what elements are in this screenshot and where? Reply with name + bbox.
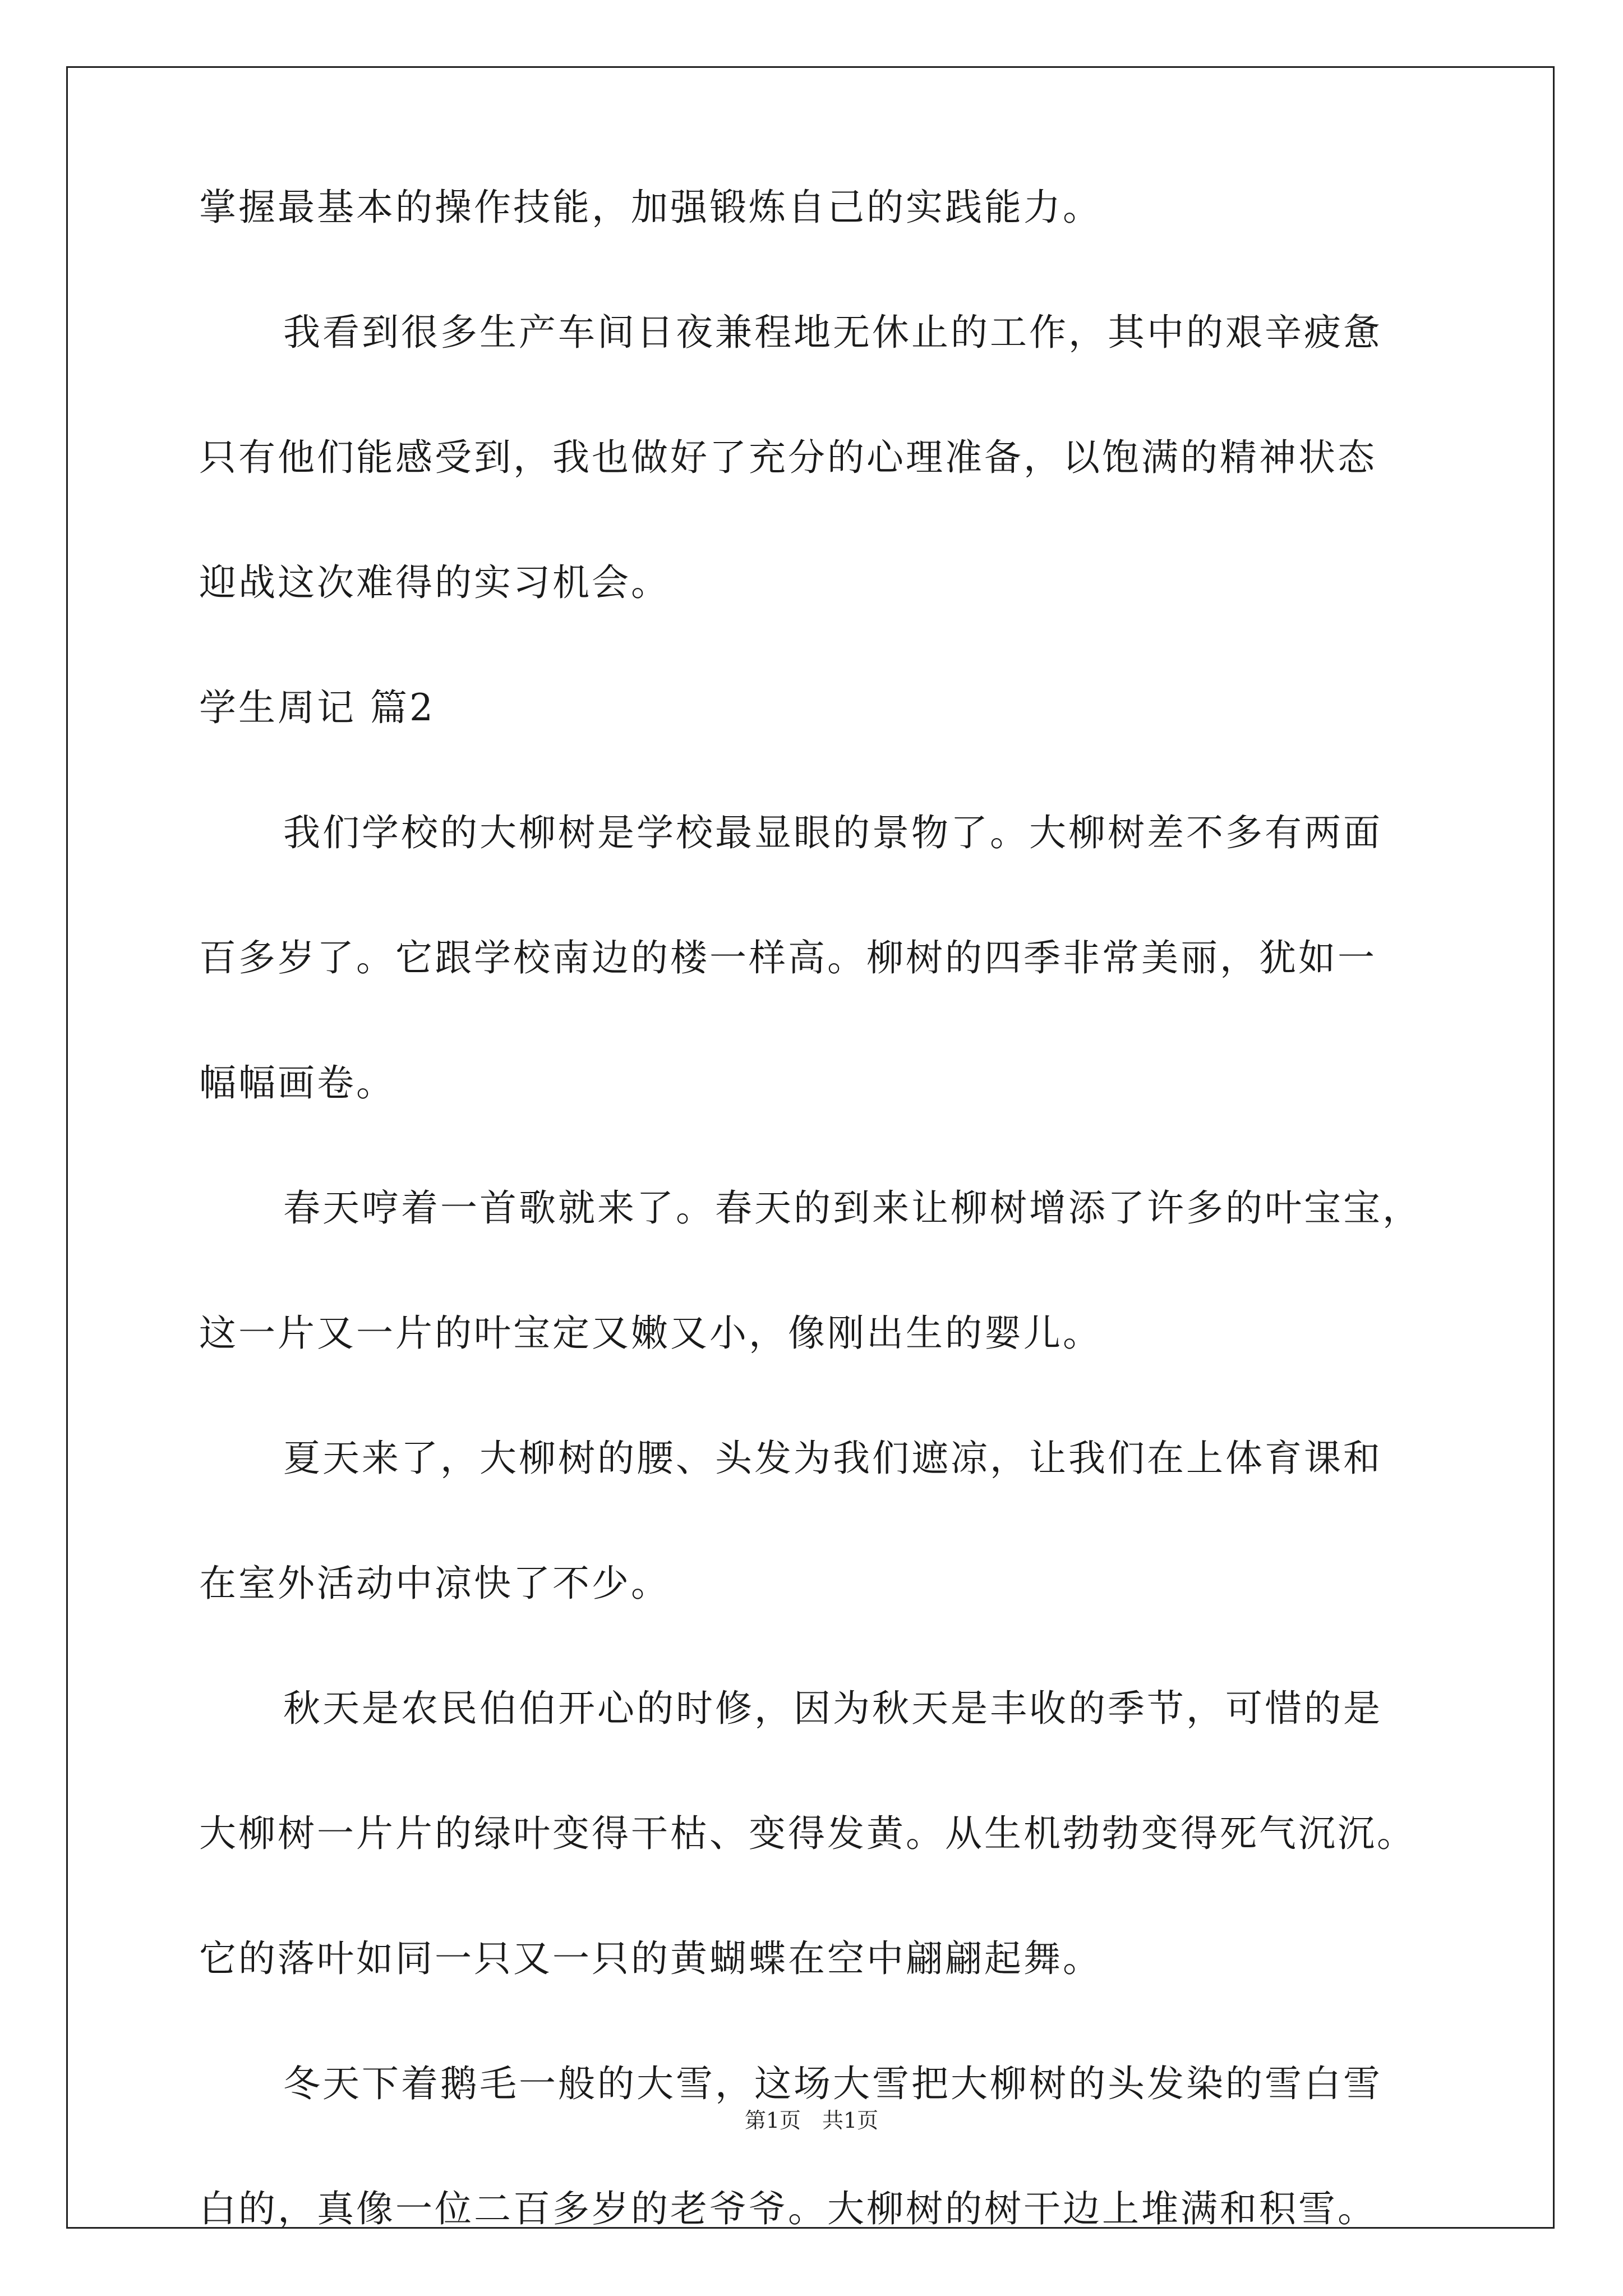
paragraph-first-line: 夏天来了，大柳树的腰、头发为我们遮凉，让我们在上体育课和 <box>283 1437 1382 1480</box>
page-footer: 第1页 共1页 <box>744 2108 879 2133</box>
text-line: 这一片又一片的叶宝定又嫩又小，像刚出生的婴儿。 <box>199 1312 1102 1355</box>
page-border <box>66 66 1555 2229</box>
paragraph-first-line: 我看到很多生产车间日夜兼程地无休止的工作，其中的艰辛疲惫 <box>283 311 1382 354</box>
section-heading: 学生周记 篇2 <box>199 686 435 729</box>
text-line: 只有他们能感受到，我也做好了充分的心理准备，以饱满的精神状态 <box>199 436 1377 479</box>
text-line: 幅幅画卷。 <box>199 1061 395 1105</box>
text-line: 百多岁了。它跟学校南边的楼一样高。柳树的四季非常美丽，犹如一 <box>199 936 1377 979</box>
text-line: 它的落叶如同一只又一只的黄蝴蝶在空中翩翩起舞。 <box>199 1937 1102 1980</box>
text-line: 迎战这次难得的实习机会。 <box>199 561 670 604</box>
paragraph-first-line: 冬天下着鹅毛一般的大雪，这场大雪把大柳树的头发染的雪白雪 <box>283 2062 1382 2105</box>
paragraph-first-line: 我们学校的大柳树是学校最显眼的景物了。大柳树差不多有两面 <box>283 811 1382 854</box>
text-line: 掌握最基本的操作技能，加强锻炼自己的实践能力。 <box>199 186 1102 229</box>
paragraph-first-line: 秋天是农民伯伯开心的时修，因为秋天是丰收的季节，可惜的是 <box>283 1687 1382 1730</box>
text-line: 白的，真像一位二百多岁的老爷爷。大柳树的树干边上堆满和积雪。 <box>199 2187 1377 2230</box>
text-line: 大柳树一片片的绿叶变得干枯、变得发黄。从生机勃勃变得死气沉沉。 <box>199 1812 1416 1855</box>
paragraph-first-line: 春天哼着一首歌就来了。春天的到来让柳树增添了许多的叶宝宝， <box>283 1186 1422 1230</box>
text-line: 在室外活动中凉快了不少。 <box>199 1562 670 1605</box>
